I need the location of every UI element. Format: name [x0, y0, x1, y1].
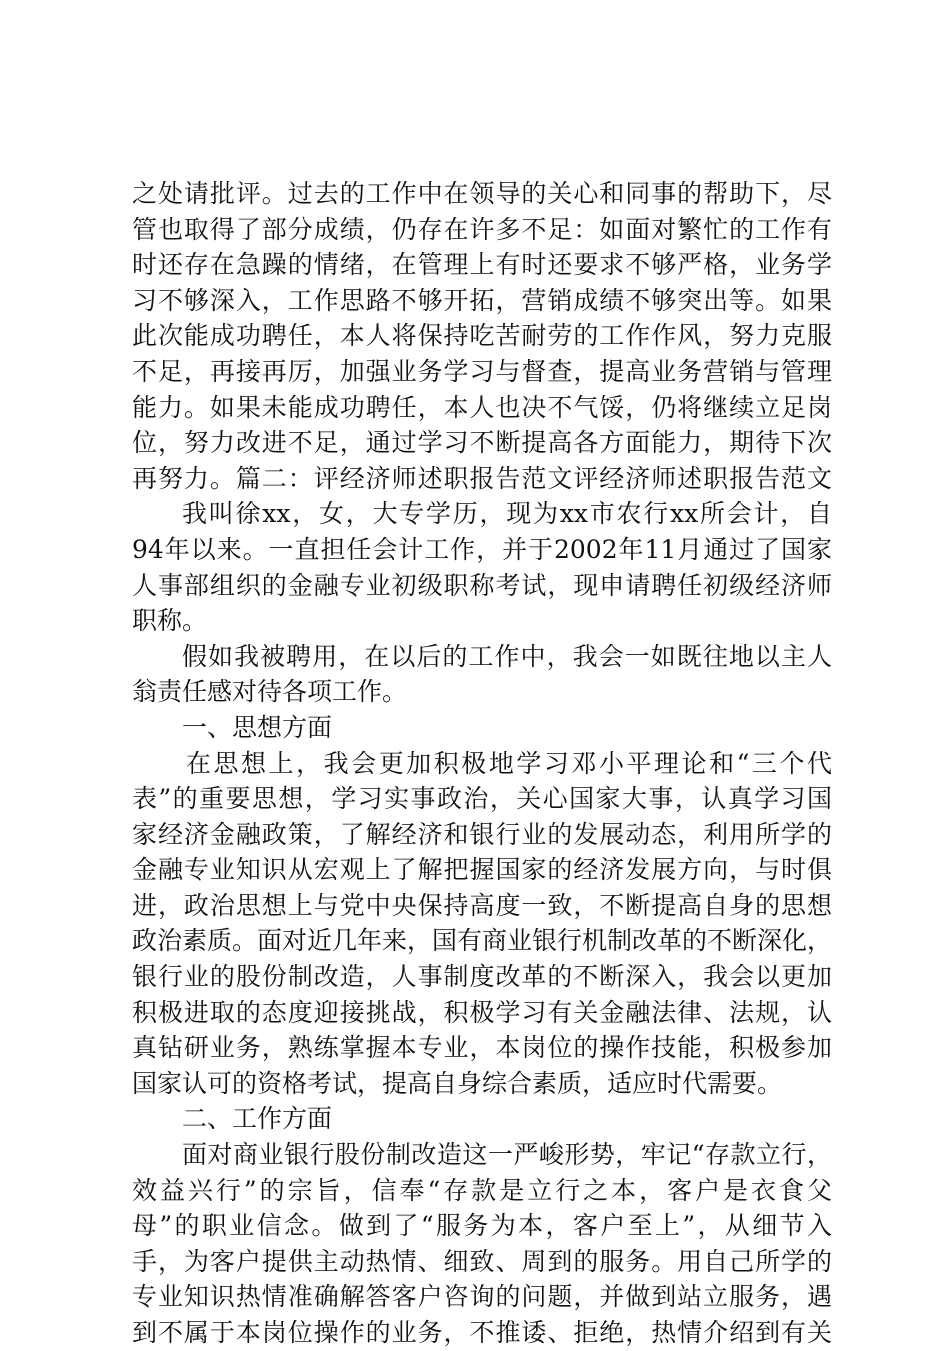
text-line: 不足，再接再厉，加强业务学习与督查，提高业务营销与管理 — [132, 356, 832, 386]
text-line: 积极进取的态度迎接挑战，积极学习有关金融法律、法规，认 — [132, 997, 832, 1027]
text-line: 在思想上，我会更加积极地学习邓小平理论和“三个代 — [186, 748, 832, 778]
text-line: 假如我被聘用，在以后的工作中，我会一如既往地以主人 — [182, 641, 832, 671]
text-line: 手，为客户提供主动热情、细致、周到的服务。用自己所学的 — [132, 1246, 832, 1276]
text-line: 一、思想方面 — [182, 712, 333, 742]
text-line: 位，努力改进不足，通过学习不断提高各方面能力，期待下次 — [132, 428, 832, 458]
text-line: 面对商业银行股份制改造这一严峻形势，牢记“存款立行， — [182, 1140, 832, 1170]
text-line: 到不属于本岗位操作的业务，不推诿、拒绝，热情介绍到有关 — [132, 1318, 832, 1347]
text-line: 管也取得了部分成绩，仍存在许多不足：如面对繁忙的工作有 — [132, 214, 832, 244]
text-line: 之处请批评。过去的工作中在领导的关心和同事的帮助下，尽 — [132, 179, 832, 208]
document-body — [132, 176, 832, 1351]
text-line: 能力。如果未能成功聘任，本人也决不气馁，仍将继续立足岗 — [132, 392, 832, 422]
text-line: 时还存在急躁的情绪，在管理上有时还要求不够严格，业务学 — [132, 250, 832, 280]
text-line: 表”的重要思想，学习实事政治，关心国家大事，认真学习国 — [132, 784, 832, 814]
text-line: 我叫徐xx，女，大专学历，现为xx市农行xx所会计，自 — [182, 499, 832, 529]
text-line: 金融专业知识从宏观上了解把握国家的经济发展方向，与时俱 — [132, 855, 832, 885]
text-line: 专业知识热情准确解答客户咨询的问题，并做到站立服务，遇 — [132, 1282, 832, 1312]
text-line: 94年以来。一直担任会计工作，并于2002年11月通过了国家 — [132, 534, 832, 564]
text-line: 翁责任感对待各项工作。 — [132, 677, 408, 707]
text-line: 进，政治思想上与党中央保持高度一致，不断提高自身的思想 — [132, 890, 832, 920]
text-line: 此次能成功聘任，本人将保持吃苦耐劳的工作作风，努力克服 — [132, 321, 832, 351]
text-line: 再努力。篇二：评经济师述职报告范文评经济师述职报告范文 — [132, 463, 832, 493]
text-line: 母”的职业信念。做到了“服务为本，客户至上”，从细节入 — [132, 1211, 832, 1241]
text-line: 效益兴行”的宗旨，信奉“存款是立行之本，客户是衣食父 — [132, 1175, 832, 1205]
text-line: 政治素质。面对近几年来，国有商业银行机制改革的不断深化， — [132, 926, 832, 956]
text-line: 国家认可的资格考试，提高自身综合素质，适应时代需要。 — [132, 1068, 783, 1098]
text-line: 人事部组织的金融专业初级职称考试，现申请聘任初级经济师 — [132, 570, 832, 600]
text-line: 银行业的股份制改造，人事制度改革的不断深入，我会以更加 — [132, 962, 832, 992]
text-line: 习不够深入，工作思路不够开拓，营销成绩不够突出等。如果 — [132, 285, 832, 315]
text-line: 二、工作方面 — [182, 1104, 333, 1134]
text-line: 家经济金融政策，了解经济和银行业的发展动态，利用所学的 — [132, 819, 832, 849]
text-line: 真钻研业务，熟练掌握本专业，本岗位的操作技能，积极参加 — [132, 1033, 832, 1063]
text-line: 职称。 — [132, 606, 208, 636]
